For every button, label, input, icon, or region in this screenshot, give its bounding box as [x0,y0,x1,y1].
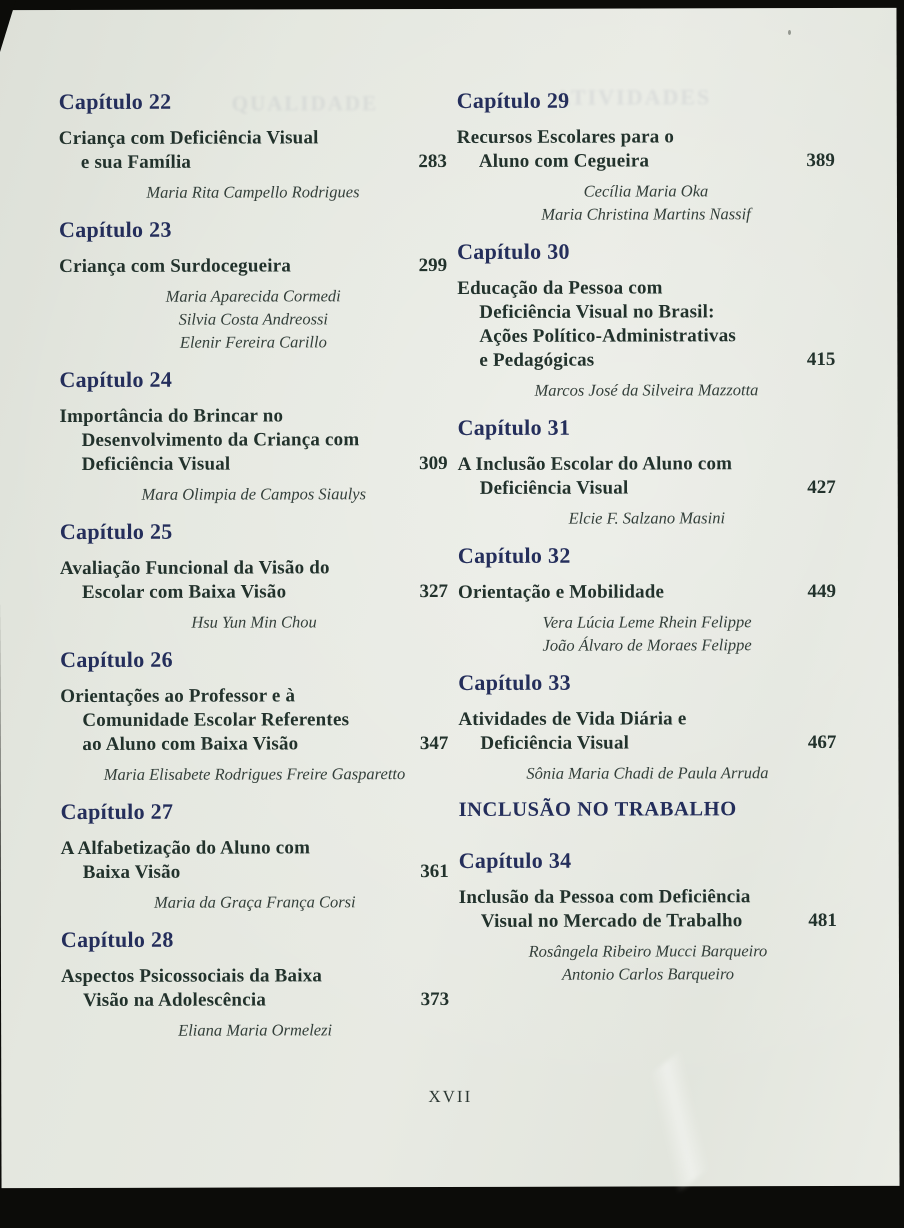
chapter-title [459,885,803,934]
chapter-title-row [61,836,449,885]
chapter-authors [457,179,835,226]
chapter-heading: Capítulo 29 [456,87,570,113]
chapter-title-line: Recursos Escolares para o [456,126,675,148]
chapter-authors [60,610,448,634]
chapter-heading: Capítulo 25 [59,518,173,545]
chapter-page-number: 415 [806,348,836,371]
chapter-heading: Capítulo 23 [59,216,172,243]
chapter-authors [459,939,837,986]
showthrough-text-left: QUALIDADE [231,91,379,116]
chapter-heading: Capítulo 32 [457,542,571,568]
chapter-title-line: ao Aluno com Baixa Visão [82,733,299,755]
chapter-title-line: Visual no Mercado de Trabalho [480,910,743,932]
page-number-footer: XVII [428,1086,473,1107]
chapter-author: Rosângela Ribeiro Mucci Barqueiro [528,941,768,961]
chapter-title-line: A Inclusão Escolar do Aluno com [457,453,733,475]
chapter-page-number: 427 [807,476,836,499]
chapter-title-row [458,707,836,756]
toc-entry [458,669,836,785]
toc-entry [61,926,449,1042]
toc-entry [59,88,447,204]
chapter-title-row [459,885,837,934]
chapter-heading: Capítulo 26 [60,646,173,673]
chapter-author: Maria Elisabete Rodrigues Freire Gasparetto [103,764,406,784]
chapter-title-row [457,276,835,373]
chapter-title-line: Criança com Deficiência Visual [58,127,319,150]
chapter-heading: Capítulo 24 [59,366,173,393]
chapter-authors [458,506,836,530]
chapter-author: Maria da Graça França Corsi [153,892,356,912]
chapter-title [59,254,413,279]
chapter-title [457,276,801,373]
chapter-title [458,707,802,756]
chapter-title [60,684,414,757]
chapter-author: Vera Lúcia Leme Rhein Felippe [542,612,752,632]
chapter-title-row [60,684,448,757]
chapter-heading: Capítulo 34 [458,847,572,873]
chapter-title-row [458,580,836,605]
chapter-title-line: Deficiência Visual [480,732,630,754]
toc-entry [457,238,835,402]
chapter-page-number: 389 [806,149,835,172]
chapter-author: Silvia Costa Andreossi [178,309,329,329]
chapter-page-number: 481 [808,909,837,932]
chapter-author: Antonio Carlos Barqueiro [561,964,735,984]
chapter-authors [457,378,835,402]
chapter-author: Maria Christina Martins Nassif [541,204,751,224]
chapter-authors [61,1018,449,1042]
toc-entry [59,366,447,506]
chapter-page-number: 299 [418,255,448,277]
chapter-authors [61,890,449,914]
chapter-author: João Álvaro de Moraes Felippe [542,635,752,655]
paper-crease [567,1016,792,1226]
chapter-author: Cecília Maria Oka [583,181,709,201]
chapter-title-row [458,452,836,501]
paper-speck [788,30,791,35]
chapter-title-line: Baixa Visão [82,861,181,883]
chapter-title-line: Comunidade Escolar Referentes [82,709,350,731]
toc-column-left [59,88,450,1055]
chapter-title [59,404,413,477]
chapter-page-number: 467 [807,731,837,754]
chapter-title-line: Atividades de Vida Diária e [458,708,687,730]
chapter-title-line: Deficiência Visual no Brasil: [479,301,715,323]
toc-entry [59,216,447,354]
toc-section-heading: INCLUSÃO NO TRABALHO [458,798,737,821]
toc-entry [61,798,449,914]
chapter-page-number: 283 [418,151,447,173]
chapter-title-row [61,964,449,1013]
chapter-page-number: 373 [420,989,450,1011]
chapter-title-line: Importância do Brincar no [59,405,284,428]
chapter-title-row [59,404,447,477]
chapter-heading: Capítulo 30 [457,238,570,264]
chapter-author: Eliana Maria Ormelezi [178,1020,333,1040]
chapter-page-number: 309 [419,453,448,475]
chapter-page-number: 449 [807,580,837,603]
chapter-title-line: Deficiência Visual [479,477,629,499]
chapter-title-row [457,125,835,174]
chapter-title-line: Aluno com Cegueira [478,150,650,172]
chapter-heading: Capítulo 27 [60,798,174,825]
chapter-author: Hsu Yun Min Chou [191,612,317,632]
chapter-heading: Capítulo 33 [458,669,571,695]
chapter-title [59,126,413,175]
chapter-heading: Capítulo 28 [60,926,174,953]
chapter-title-line: Deficiência Visual [81,453,231,475]
chapter-title-line: Educação da Pessoa com [457,277,663,299]
chapter-author: Maria Rita Campello Rodrigues [146,182,360,202]
chapter-title-line: Desenvolvimento da Criança com [81,429,360,451]
chapter-title-line: Avaliação Funcional da Visão do [59,557,330,580]
chapter-title-line: e sua Família [80,151,192,173]
chapter-authors [458,761,836,785]
chapter-title-row [59,126,447,175]
chapter-authors [458,610,836,657]
toc-entry [458,414,836,530]
chapter-title [457,125,801,174]
chapter-title-line: Orientação e Mobilidade [457,581,665,603]
chapter-page-number: 361 [420,861,449,883]
chapter-heading: Capítulo 31 [457,414,571,440]
chapter-title [458,452,802,501]
chapter-title-line: Escolar com Baixa Visão [81,581,287,603]
chapter-heading: Capítulo 22 [58,88,172,115]
chapter-author: Mara Olimpia de Campos Siaulys [141,484,367,504]
chapter-author: Elcie F. Salzano Masini [568,508,726,528]
showthrough-text-right: ATIVIDADES [554,84,712,110]
toc-entry [60,646,448,786]
chapter-title [61,964,415,1013]
chapter-title-line: Ações Político-Administrativas [479,325,736,347]
toc-column-right [457,87,837,999]
chapter-authors [59,284,447,354]
chapter-title-line: Orientações ao Professor e à [60,685,296,708]
chapter-title-line: Inclusão da Pessoa com Deficiência [458,886,751,908]
toc-entry [60,518,448,634]
chapter-title-line: Criança com Surdocegueira [59,255,292,278]
toc-entry [457,87,835,226]
chapter-authors [60,482,448,506]
chapter-title-line: A Alfabetização do Aluno com [60,837,311,860]
chapter-author: Sônia Maria Chadi de Paula Arruda [526,763,769,783]
chapter-page-number: 347 [419,733,449,755]
chapter-title-line: Aspectos Psicossociais da Baixa [60,965,323,988]
book-page [0,8,900,1188]
chapter-title [60,556,414,605]
chapter-title [458,580,802,605]
chapter-page-number: 327 [419,581,449,603]
toc-entry [459,847,837,986]
chapter-title-row [60,556,448,605]
chapter-author: Elenir Fereira Carillo [179,332,327,352]
chapter-authors [59,180,447,204]
chapter-author: Maria Aparecida Cormedi [165,286,341,306]
chapter-title-line: Visão na Adolescência [83,989,267,1011]
chapter-title-row [59,254,447,279]
chapter-authors [60,762,448,786]
chapter-title [61,836,415,885]
chapter-title-line: e Pedagógicas [479,349,595,371]
toc-entry [458,542,836,657]
chapter-author: Marcos José da Silveira Mazzotta [534,380,759,400]
